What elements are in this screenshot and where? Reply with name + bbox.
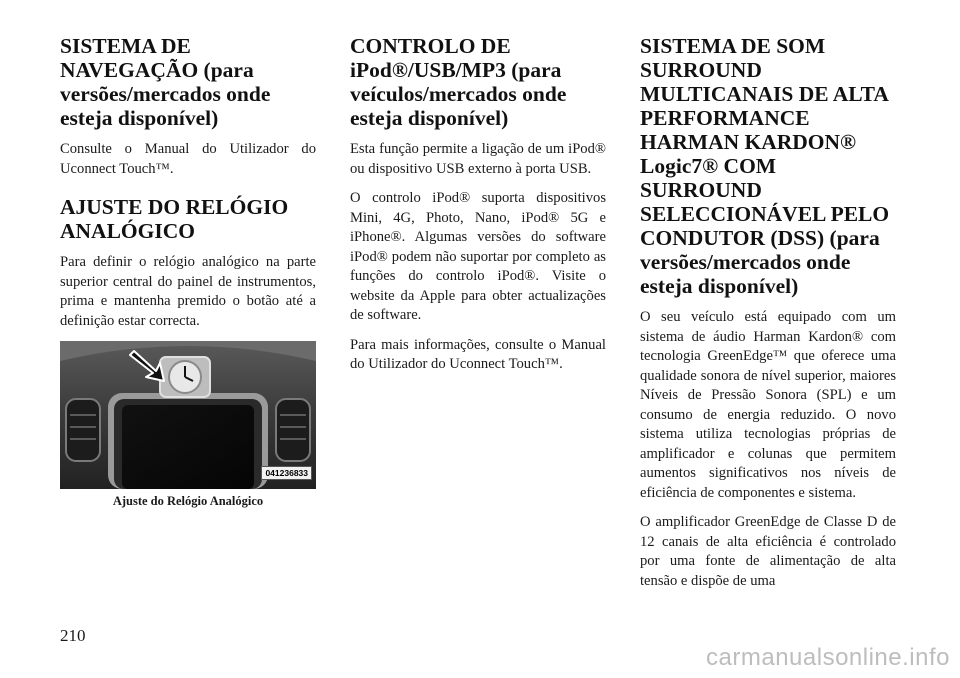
- column-1: [60, 34, 316, 509]
- page-number: 210: [60, 626, 86, 645]
- analog-clock-icon: [160, 357, 210, 397]
- figure-id-label: 041236833: [261, 466, 312, 480]
- navigation-section-body: Consulte o Manual do Utilizador do Uconnect Touch™.: [60, 141, 316, 177]
- ipod-paragraph-3: Para mais informações, consulte o Manual do Utilizador do Uconnect Touch™.: [350, 336, 606, 372]
- ipod-section-title: CONTROLO DE iPod®/USB/MP3 (para veículos/mercados onde esteja disponível): [350, 34, 567, 130]
- clock-dashboard-photo: [60, 341, 316, 489]
- column-2: [350, 34, 606, 385]
- surround-paragraph-2: O amplificador GreenEdge de Classe D de 12 canais de alta eficiência é controlado por uma fonte de alimentação de alta tensão e dispõe de uma: [640, 514, 896, 589]
- surround-paragraph-1: O seu veículo está equipado com um sistema de áudio Harman Kardon® com tecnologia GreenEdge™ que oferece uma qualidade sonora de nível superior, maiores Níveis de Pressão Sonora (SPL) e um consumo de energia reduzido. O novo sistema utiliza tecnologias próprias de amplificador e colunas que permitem aumentos significativos nos níveis de eficiência de componentes e sistema.: [640, 309, 896, 501]
- clock-section-body: Para definir o relógio analógico na parte superior central do painel de instrumentos, prima e mantenha premido o botão até a definição estar correcta.: [60, 254, 316, 329]
- figure-caption: Ajuste do Relógio Analógico: [112, 494, 264, 508]
- clock-section-title: AJUSTE DO RELÓGIO ANALÓGICO: [60, 195, 289, 243]
- watermark: carmanualsonline.info: [706, 644, 950, 671]
- surround-section-title: SISTEMA DE SOM SURROUND MULTICANAIS DE ALTA PERFORMANCE HARMAN KARDON® Logic7® COM SURROUND SELECCIONÁVEL PELO CONDUTOR (DSS) (para versões/mercados onde esteja disponível): [640, 34, 890, 298]
- navigation-section-title: SISTEMA DE NAVEGAÇÃO (para versões/mercados onde esteja disponível): [60, 34, 271, 130]
- ipod-paragraph-1: Esta função permite a ligação de um iPod® ou dispositivo USB externo à porta USB.: [350, 141, 606, 177]
- ipod-paragraph-2: O controlo iPod® suporta dispositivos Mini, 4G, Photo, Nano, iPod® 5G e iPhone®. Algumas versões do software iPod® podem não suportar por completo as funções do controlo iPod®. Visite o website da Apple para obter actualizações de software.: [350, 190, 606, 323]
- column-3: [640, 34, 896, 601]
